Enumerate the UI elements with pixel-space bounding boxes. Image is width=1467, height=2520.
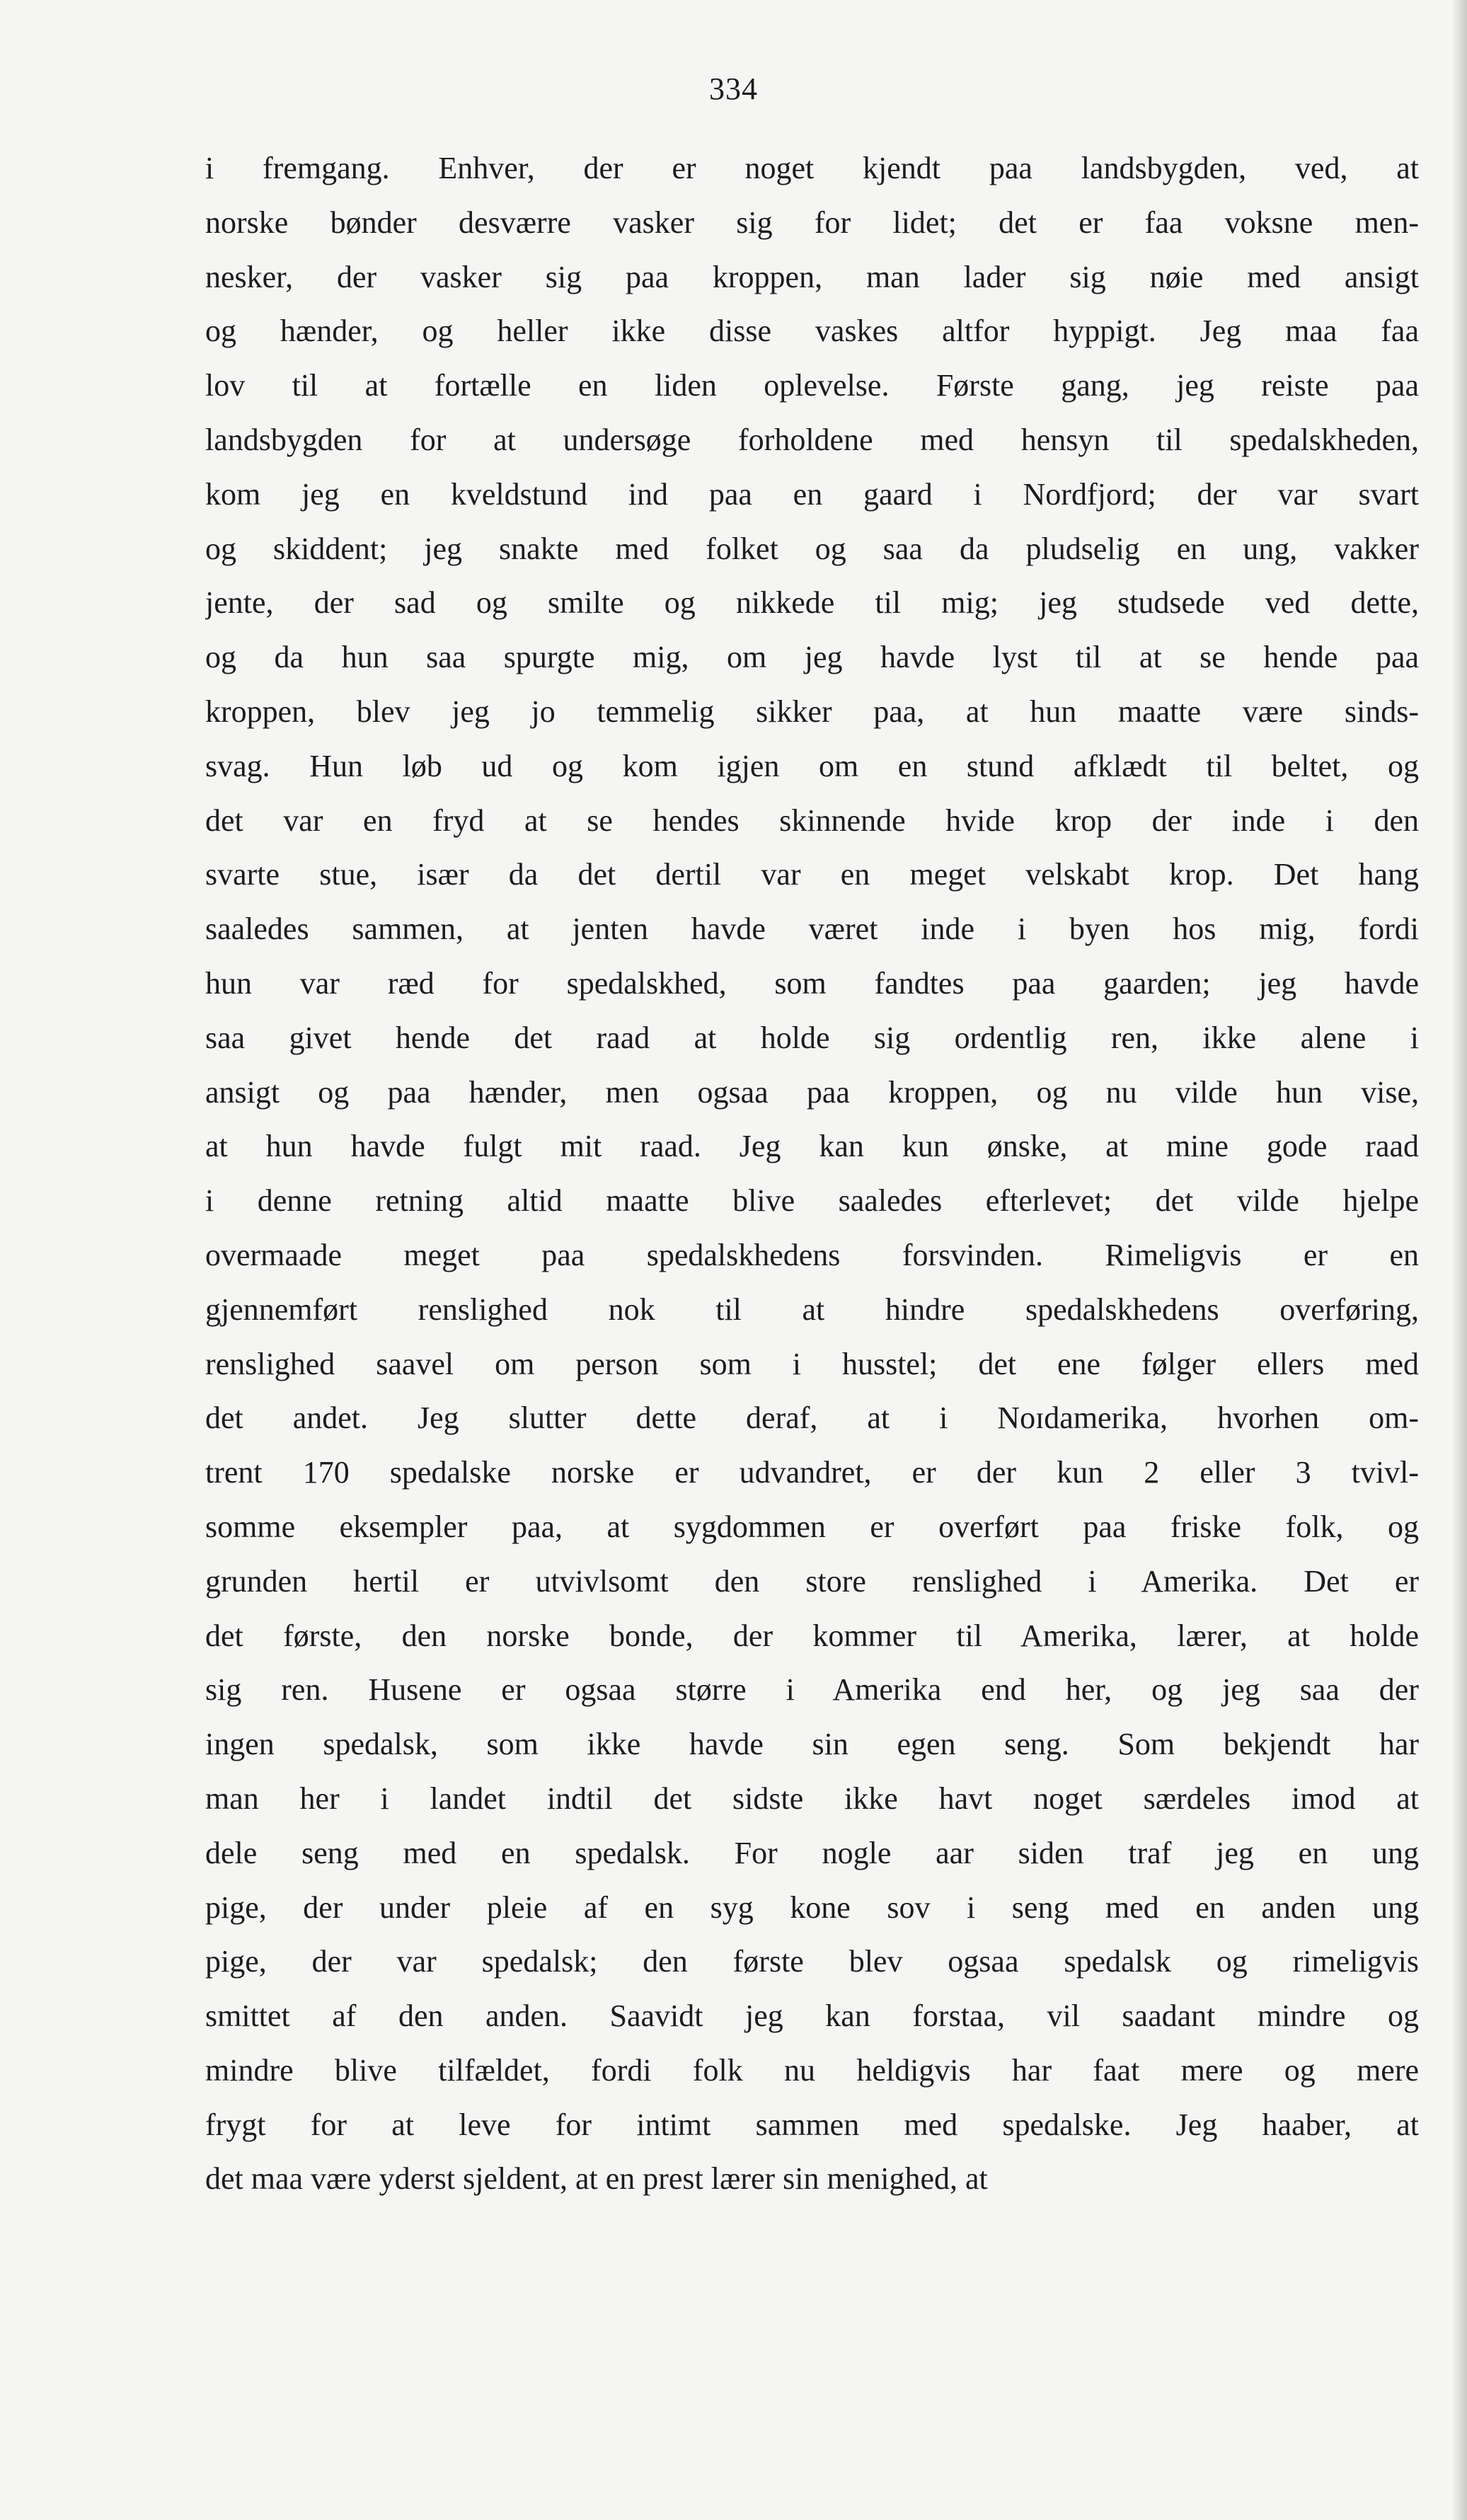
text-line: svag. Hun løb ud og kom igjen om en stund afklædt til beltet, og [205,748,1419,783]
text-line: jente, der sad og smilte og nikkede til mig; jeg studsede ved dette, [205,585,1419,621]
text-line: kom jeg en kveldstund ind paa en gaard i Nordfjord; der var svart [205,476,1419,512]
text-line: ingen spedalsk, som ikke havde sin egen seng. Som bekjendt har [205,1727,1419,1762]
text-line: kroppen, blev jeg jo temmelig sikker paa, at hun maatte være sinds- [205,694,1419,729]
text-line: man her i landet indtil det sidste ikke havt noget særdeles imod at [205,1780,1419,1816]
text-line: renslighed saavel om person som i husstel; det ene følger ellers med [205,1346,1419,1381]
text-line: landsbygden for at undersøge forholdene med hensyn til spedalskheden, [205,422,1419,457]
text-line: pige, der under pleie af en syg kone sov i seng med en anden ung [205,1889,1419,1925]
text-line: lov til at fortælle en liden oplevelse. Første gang, jeg reiste paa [205,368,1419,403]
text-line: trent 170 spedalske norske er udvandret, er der kun 2 eller 3 tvivl- [205,1455,1419,1490]
text-line: smittet af den anden. Saavidt jeg kan forstaa, vil saadant mindre og [205,1998,1419,2034]
text-line: det første, den norske bonde, der kommer til Amerika, lærer, at holde [205,1618,1419,1653]
text-line: det andet. Jeg slutter dette deraf, at i Noɪdamerika, hvorhen om- [205,1400,1419,1436]
body-text [205,142,1419,2207]
text-line: og hænder, og heller ikke disse vaskes altfor hyppigt. Jeg maa faa [205,313,1419,349]
text-line: gjennemført renslighed nok til at hindre spedalskhedens overføring, [205,1291,1419,1327]
text-line: grunden hertil er utvivlsomt den store renslighed i Amerika. Det er [205,1563,1419,1599]
text-line: sig ren. Husene er ogsaa større i Amerika end her, og jeg saa der [205,1672,1419,1708]
text-line: somme eksempler paa, at sygdommen er overført paa friske folk, og [205,1509,1419,1544]
text-line: hun var ræd for spedalskhed, som fandtes paa gaarden; jeg havde [205,965,1419,1001]
text-line: det maa være yderst sjeldent, at en prest lærer sin menighed, at [205,2161,988,2197]
text-line: det var en fryd at se hendes skinnende hvide krop der inde i den [205,802,1419,838]
text-line: at hun havde fulgt mit raad. Jeg kan kun ønske, at mine gode raad [205,1129,1419,1164]
text-line: frygt for at leve for intimt sammen med spedalske. Jeg haaber, at [205,2107,1419,2142]
text-line: saaledes sammen, at jenten havde været inde i byen hos mig, fordi [205,911,1419,947]
text-line: ansigt og paa hænder, men ogsaa paa kroppen, og nu vilde hun vise, [205,1074,1419,1110]
text-line: saa givet hende det raad at holde sig ordentlig ren, ikke alene i [205,1020,1419,1055]
text-line: overmaade meget paa spedalskhedens forsvinden. Rimeligvis er en [205,1237,1419,1272]
text-line: i fremgang. Enhver, der er noget kjendt paa landsbygden, ved, at [205,151,1419,185]
text-line: og da hun saa spurgte mig, om jeg havde lyst til at se hende paa [205,640,1419,675]
text-line: mindre blive tilfældet, fordi folk nu heldigvis har faat mere og mere [205,2052,1419,2088]
text-line: svarte stue, især da det dertil var en meget velskabt krop. Det hang [205,857,1419,892]
page-number: 334 [709,71,758,106]
text-line: nesker, der vasker sig paa kroppen, man lader sig nøie med ansigt [205,259,1419,294]
page-binding-shadow [1451,0,1467,2520]
text-line: dele seng med en spedalsk. For nogle aar siden traf jeg en ung [205,1835,1419,1870]
text-line: pige, der var spedalsk; den første blev ogsaa spedalsk og rimeligvis [205,1944,1419,1979]
text-line: i denne retning altid maatte blive saaledes efterlevet; det vilde hjelpe [205,1183,1419,1219]
text-line: norske bønder desværre vasker sig for lidet; det er faa voksne men- [205,205,1419,240]
text-line: og skiddent; jeg snakte med folket og saa da pludselig en ung, vakker [205,531,1419,566]
